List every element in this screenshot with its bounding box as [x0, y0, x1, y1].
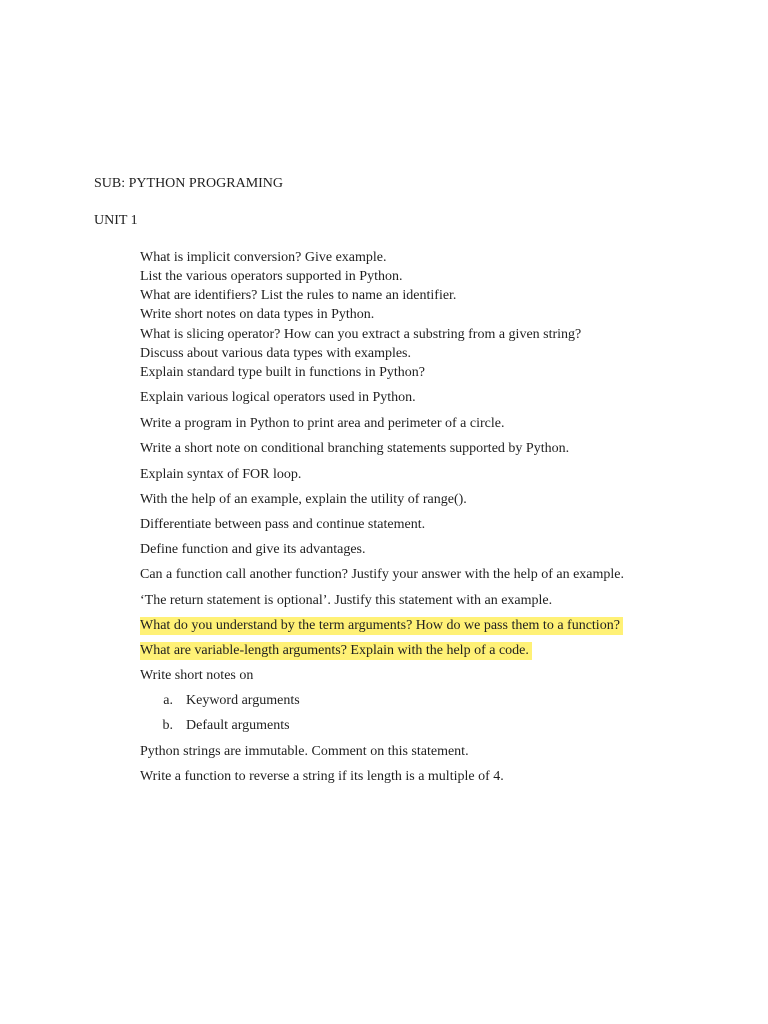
question-text: Define function and give its advantages. [140, 542, 366, 557]
question-text: Write short notes on data types in Python. [140, 307, 375, 322]
question-text: What are identifiers? List the rules to name an identifier. [140, 288, 457, 303]
question-text: Explain various logical operators used in Python. [140, 390, 416, 405]
question-text: What are variable-length arguments? Explain with the help of a code. [140, 642, 532, 660]
sub-list-item [0, 717, 768, 735]
question-text: Differentiate between pass and continue statement. [140, 517, 426, 532]
question-text: List the various operators supported in Python. [140, 269, 403, 284]
question-text: Write a program in Python to print area and perimeter of a circle. [140, 416, 505, 431]
question-text: What is implicit conversion? Give example. [140, 250, 387, 265]
question-text: Can a function call another function? Justify your answer with the help of an example. [140, 567, 625, 582]
question-text: ‘The return statement is optional’. Justify this statement with an example. [140, 593, 553, 608]
sub-item-letter: b. [162, 718, 173, 733]
sub-list-item [0, 692, 768, 710]
question-text: Python strings are immutable. Comment on this statement. [140, 744, 469, 759]
question-text: Write a function to reverse a string if its length is a multiple of 4. [140, 769, 504, 784]
sub-item-letter: a. [163, 693, 173, 708]
question-text: Write short notes on [140, 668, 254, 683]
question-text: What do you understand by the term arguments? How do we pass them to a function? [140, 617, 623, 635]
question-text: Write a short note on conditional branching statements supported by Python. [140, 441, 570, 456]
question-text: Discuss about various data types with examples. [140, 346, 412, 361]
question-text: With the help of an example, explain the utility of range(). [140, 492, 467, 507]
unit-heading: UNIT 1 [94, 213, 138, 228]
sub-item-text: Keyword arguments [186, 693, 300, 708]
sub-item-text: Default arguments [186, 718, 290, 733]
subject-heading: SUB: PYTHON PROGRAMING [94, 176, 284, 191]
question-text: Explain standard type built in functions in Python? [140, 365, 426, 380]
question-text: What is slicing operator? How can you extract a substring from a given string? [140, 327, 582, 342]
question-text: Explain syntax of FOR loop. [140, 467, 302, 482]
